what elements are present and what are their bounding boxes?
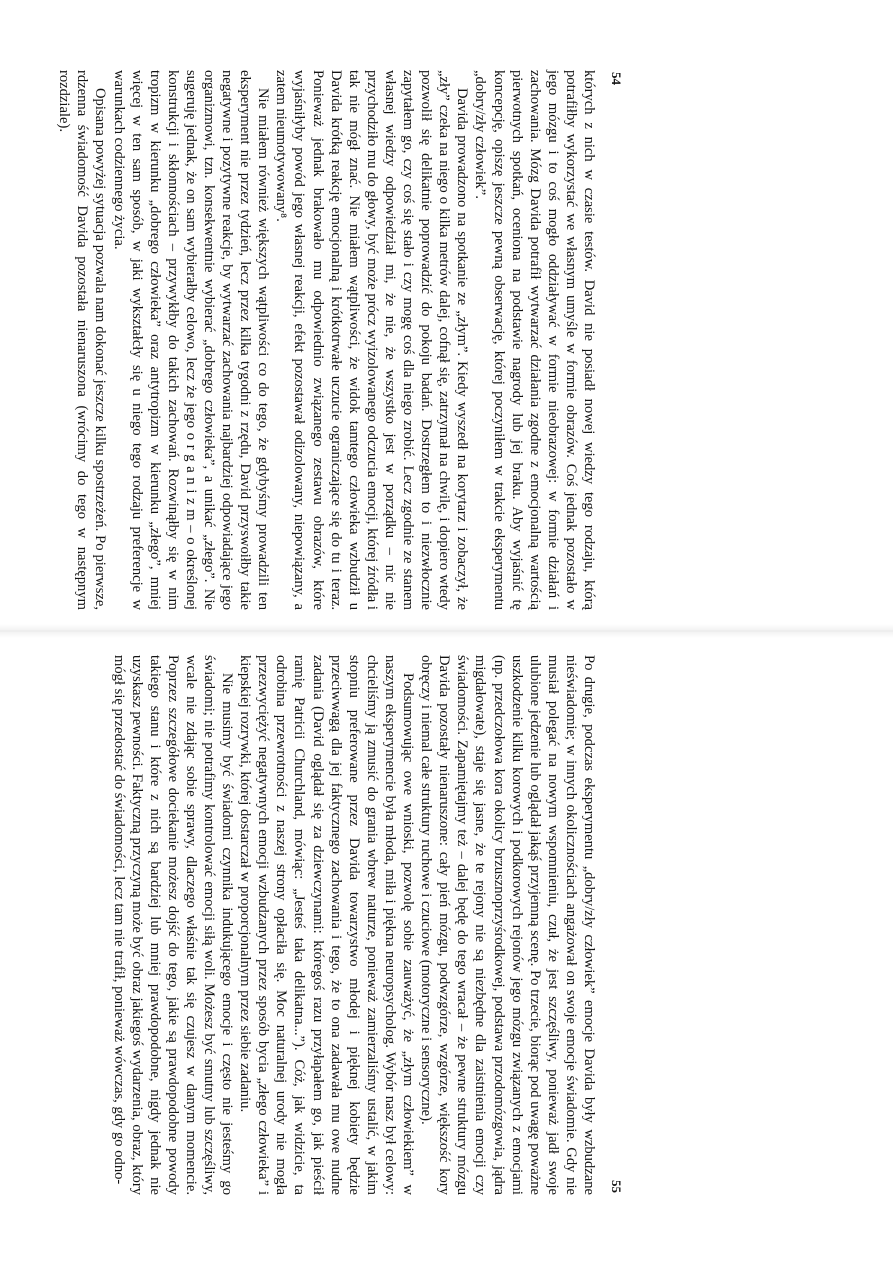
left-page — [56, 70, 626, 610]
page-fold-gutter — [0, 624, 893, 638]
paragraph: Opisana powyżej sytuacja pozwala nam dokonać jeszcze kilku spostrzeżeń. Po pierwsze, rdzenna świadomość Davida pozostała nienaruszona (wrócimy do tego w następnym rozdziale). — [56, 70, 109, 610]
paragraph: Nie musimy być świadomi czynnika indukującego emocje i często nie jesteśmy go świadomi; nie potrafimy kontrolować emocji siłą woli. Możesz być smutny lub szczęśliwy, wcale nie zdając sobie sprawy, dlaczego właśnie tak się czujesz w danym momencie. Poprzez szczegółowe dociekanie możesz dojść do tego, jakie są prawdopodobne powody takiego stanu i które z nich są bardziej lub mniej prawdopodobne, nigdy jednak nie uzyskasz pewności. Faktyczną przyczyną może być obraz jakiegoś wydarzenia, obraz, który mógł się przedostać do świadomości, lecz tam nie trafił, ponieważ wówczas, gdy go odno- — [110, 655, 236, 1195]
paragraph: Podsumowując owe wnioski, pozwolę sobie zauważyć, że „złym człowiekiem” w naszym eksperymencie była młoda, miła i piękna neuropsycholog. Wybór nasz był celowy: chcieliśmy ją zmusić do grania wbrew naturze, ponieważ zamierzaliśmy ustalić, w jakim stopniu preferowane przez Davida towarzystwo młodej i pięknej kobiety będzie przeciwwagą dla jej faktycznego zachowania i tego, że to ona zadawała mu owe nudne zadania (David oglądał się za dziewczynami: któregoś razu przyłapałem go, jak pieścił ramię Patricii Churchland, mówiąc: „Jesteś taka delikatna...”). Cóż, jak widzicie, ta odrobina przewrotności z naszej strony opłaciła się. Moc naturalnej urody nie mogła przezwyciężyć negatywnych emocji wzbudzanych przez sposób bycia „złego człowieka” i kiepskiej rozrywki, której dostarczał w proporcjonalnym przez siebie zadaniu. — [237, 655, 417, 1195]
paragraph: Nie miałem również większych wątpliwości co do tego, że gdybyśmy prowadzili ten eksperyment nie przez tydzień, lecz przez kilka tygodni z rzędu, David przyswoiłby takie negatywne i pozytywne reakcje, by wytwarzać zachowania najbardziej odpowiadające jego organizmowi, tzn. konsekwentnie wybierać „dobrego człowieka”, a unikać „złego”. Nie sugeruję jednak, że on sam wybierałby celowo, lecz że jego o r g a n i z m – o określonej konstrukcji i skłonnościach – przywykłby do takich zachowań. Rozwinąłby się w nim tropizm w kierunku „dobrego człowieka” oraz antytropizm w kierunku „złego”, mniej więcej w ten sam sposób, w jaki wykształcły się u niego tego rodzaju preferencje w warunkach codziennego życia. — [110, 70, 272, 610]
left-page-content — [56, 70, 626, 610]
right-page-content — [110, 655, 626, 1195]
right-page — [110, 655, 626, 1195]
paragraph: których z nich w czasie testów. David nie posiadł nowej wiedzy tego rodzaju, którą potrafiłby wykorzystać we własnym umyśle w formie obrazów. Coś jednak pozostało w jego mózgu i to coś mogło oddziaływać w formie nieobrazowej: w formie działań i zachowania. Mózg Davida potrafił wytwarzać działania zgodne z emocjonalną wartością pierwotnych spotkań, oceniona na podstawie nagrody lub jej braku. Aby wyjaśnić tę koncepcję, opiszę jeszcze pewną obserwację, której poczyniłem w trakcie eksperymentu „dobry/zły człowiek”. — [472, 70, 597, 610]
page-number-right: 55 — [609, 1180, 624, 1193]
paragraph: Davida prowadzono na spotkanie ze „złym”. Kiedy wyszedł na korytarz i zobaczył, że „zły” czeka na niego o kilka metrów dalej, cofnął się, zatrzymał na chwilę, i dopiero wtedy pozwolił się delikatnie poprowadzić do pokoju badań. Dostrzegłem to i niezwłocznie zapytałem go, czy coś się stało i czy mogę coś dla niego zrobić. Lecz zgodnie ze stanem własnej wiedzy odpowiedział mi, że nie, że wszystko jest w porządku – nic nie przychodziło mu do głowy, być może prócz wyizolowanego odczucia emocji, której źródła i tak nie mógł znać. Nie miałem wątpliwości, że widok tamtego człowieka wzbudził u Davida krótką reakcję emocjonalną i krótkotrwałe uczucie ograniczające się do tu i teraz. Ponieważ jednak brakowało mu odpowiednio związanego zestawu obrazów, które wyjaśniłyby powód jego własnej reakcji, efekt pozostawał odizolowany, niepowiązany, a zatem nieumotywowany⁸. — [273, 70, 471, 610]
page-number-left: 54 — [609, 72, 624, 85]
left-page-text — [56, 70, 598, 610]
right-page-text — [110, 655, 598, 1195]
paragraph: Po drugie, podczas eksperymentu „dobry/zły człowiek” emocje Davida były wzbudzane nieświadomie; w innych okolicznościach angażował on swoje emocje świadomie. Gdy nie musiał polegać na nowym wspomnieniu, czuł, że jest szczęśliwy, ponieważ jadł swoje ulubione jedzenie lub oglądał jakąś przyjemną scenę. Po trzecie, biorąc pod uwagę poważne uszkodzenie kilku korowych i podkorowych rejonów jego mózgu związanych z emocjami (np. przedczołowa kora okolicy brzusznoprzyśrodkowej, podstawa przodomózgowia, jądra migdałowate), staje się jasne, że te rejony nie są niezbędne dla zaistnienia emocji czy świadomości. Zapamiętajmy też – dalej będę do tego wracał – że pewne struktury mózgu Davida pozostały nienaruszone: cały pień mózgu, podwzgórze, wzgórze, większość kory obręczy i niemal całe struktury ruchowe i czuciowe (motoryczne i sensoryczne). — [418, 655, 597, 1195]
